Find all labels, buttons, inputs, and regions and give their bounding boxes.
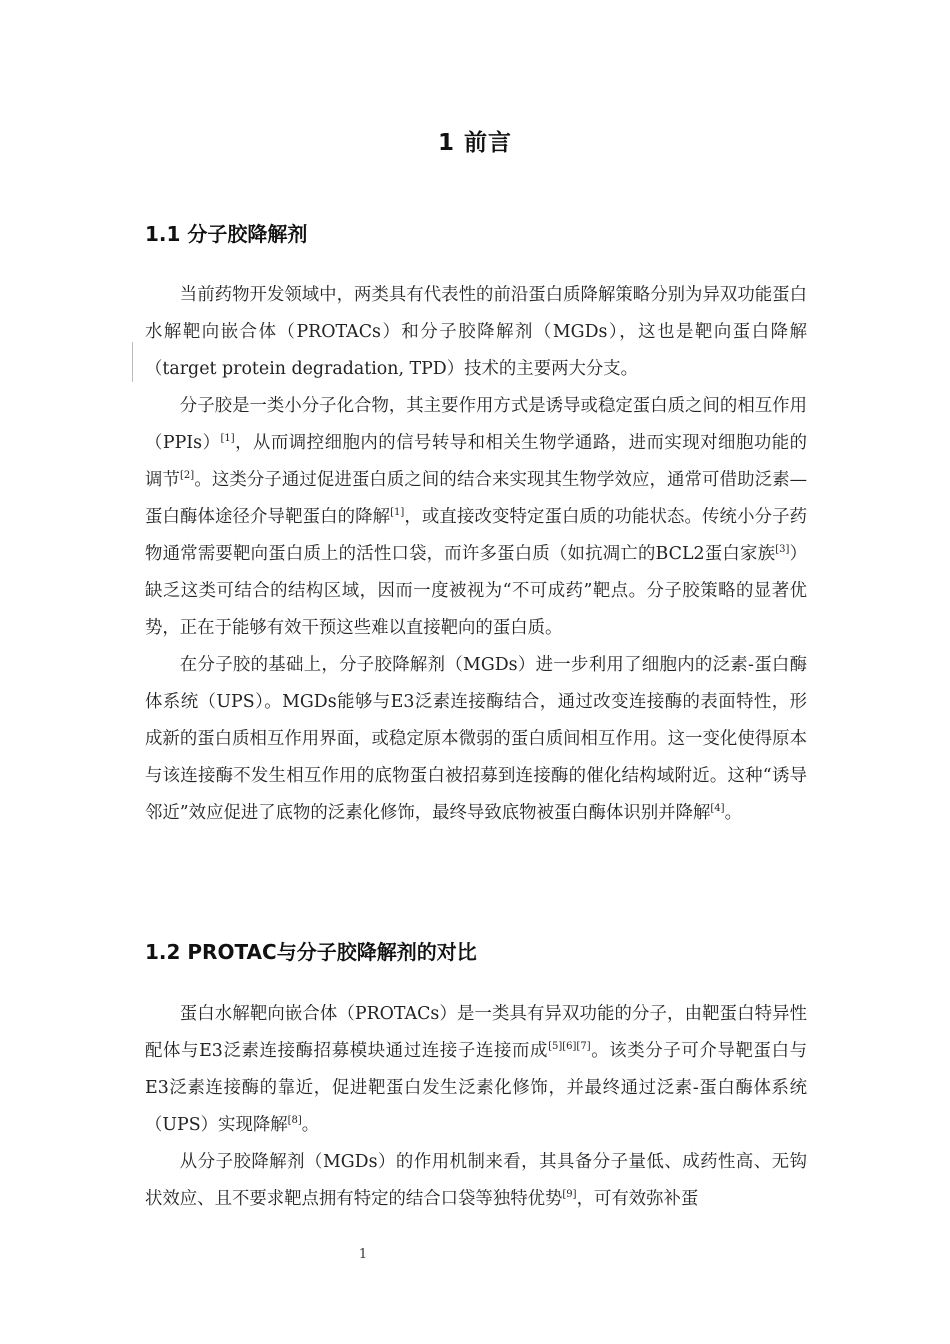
citation-ref: [3]	[775, 544, 790, 555]
section-body-1-1	[145, 277, 807, 832]
citation-ref: [9]	[562, 1189, 577, 1200]
paragraph	[145, 388, 807, 647]
section-heading-1-1: 1.1 分子胶降解剂	[145, 222, 308, 246]
paragraph-text: ，从而调控细胞内的信号转导和相关生物学通路，进而实现对细胞功能的调节	[145, 433, 807, 490]
paragraph-text: 蛋白水解靶向嵌合体（PROTACs）是一类具有异双功能的分子，由靶蛋白特异性配体与E3泛素连接酶招募模块通过连接子连接而成	[145, 1004, 807, 1061]
paragraph	[145, 996, 807, 1144]
section-body-1-2	[145, 996, 807, 1218]
chapter-title: 1 前言	[437, 130, 512, 156]
citation-ref: [8]	[287, 1115, 302, 1126]
paragraph-text: 分子胶是一类小分子化合物，其主要作用方式是诱导或稳定蛋白质之间的相互作用（PPIs）	[145, 396, 807, 453]
paragraph	[145, 647, 807, 832]
page-number: 1	[358, 1247, 368, 1262]
change-bar	[132, 342, 133, 382]
paragraph-text: 当前药物开发领域中，两类具有代表性的前沿蛋白质降解策略分别为异双功能蛋白水解靶向嵌合体（PROTACs）和分子胶降解剂（MGDs），这也是靶向蛋白降解（target protein degradation, TPD）技术的主要两大分支。	[145, 285, 807, 379]
paragraph-text: 。该类分子可介导靶蛋白与E3泛素连接酶的靠近，促进靶蛋白发生泛素化修饰，并最终通过泛素-蛋白酶体系统（UPS）实现降解	[145, 1041, 807, 1135]
paragraph	[145, 1144, 807, 1218]
paragraph-text: 。	[301, 1115, 320, 1135]
citation-ref: [2]	[180, 470, 195, 481]
citation-ref: [1]	[390, 507, 405, 518]
citation-ref: [4]	[710, 803, 725, 814]
paragraph-text: ，或直接改变特定蛋白质的功能状态。传统小分子药物通常需要靶向蛋白质上的活性口袋，而许多蛋白质（如抗凋亡的BCL2蛋白家族	[145, 507, 807, 564]
section-heading-1-2: 1.2 PROTAC与分子胶降解剂的对比	[145, 940, 477, 964]
paragraph	[145, 277, 807, 388]
paragraph-text: 在分子胶的基础上，分子胶降解剂（MGDs）进一步利用了细胞内的泛素-蛋白酶体系统（UPS）。MGDs能够与E3泛素连接酶结合，通过改变连接酶的表面特性，形成新的蛋白质相互作用界面，或稳定原本微弱的蛋白质间相互作用。这一变化使得原本与该连接酶不发生相互作用的底物蛋白被招募到连接酶的催化结构域附近。这种“诱导邻近”效应促进了底物的泛素化修饰，最终导致底物被蛋白酶体识别并降解	[145, 655, 807, 823]
paragraph-text: ，可有效弥补蛋	[576, 1189, 699, 1209]
paragraph-text: ）缺乏这类可结合的结构区域，因而一度被视为“不可成药”靶点。分子胶策略的显著优势，正在于能够有效干预这些难以直接靶向的蛋白质。	[145, 544, 807, 638]
paragraph-text: 。这类分子通过促进蛋白质之间的结合来实现其生物学效应，通常可借助泛素—蛋白酶体途径介导靶蛋白的降解	[145, 470, 807, 527]
citation-ref: [1]	[220, 433, 235, 444]
citation-ref: [5][6][7]	[548, 1041, 591, 1052]
paragraph-text: 。	[724, 803, 742, 823]
paragraph-text: 从分子胶降解剂（MGDs）的作用机制来看，其具备分子量低、成药性高、无钩状效应、且不要求靶点拥有特定的结合口袋等独特优势	[145, 1152, 807, 1209]
